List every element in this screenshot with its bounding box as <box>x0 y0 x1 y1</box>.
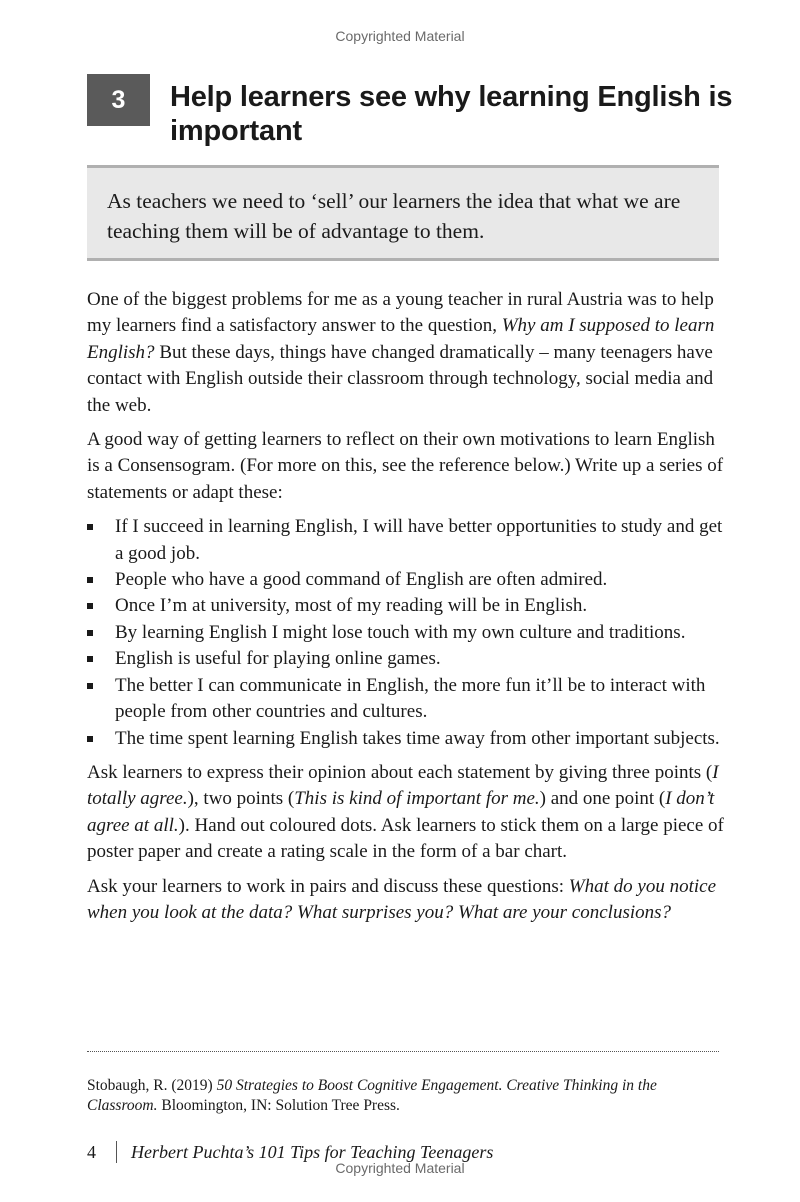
statement-text: If I succeed in learning English, I will have better opportunities to study and get a good job. <box>115 516 723 564</box>
list-item <box>87 567 727 593</box>
reference-citation <box>87 1076 719 1116</box>
bullet-icon <box>87 524 93 530</box>
paragraph-discussion <box>87 874 727 927</box>
paragraph-intro <box>87 287 727 419</box>
text-span: Stobaugh, R. (2019) <box>87 1077 217 1094</box>
bullet-icon <box>87 577 93 583</box>
statement-text: The better I can communicate in English, the more fun it’ll be to interact with people from other countries and cultures. <box>115 674 706 723</box>
statement-text: The time spent learning English takes time away from other important subjects. <box>115 727 720 749</box>
list-item <box>87 646 727 672</box>
body-text <box>87 287 727 934</box>
dotted-divider <box>87 1051 719 1052</box>
list-item <box>87 514 727 567</box>
question-italic: Why am I supposed to learn English? <box>87 315 715 363</box>
discussion-questions-italic: What do you notice when you look at the data? What surprises you? What are your conclusions? <box>87 875 717 923</box>
text-span: Ask learners to express their opinion about each statement by giving three points ( <box>87 761 713 783</box>
statement-text: People who have a good command of English are often admired. <box>115 569 608 591</box>
book-title: Herbert Puchta’s 101 Tips for Teaching Teenagers <box>131 1141 494 1162</box>
bullet-icon <box>87 736 93 742</box>
bullet-icon <box>87 603 93 609</box>
statement-list <box>87 514 727 752</box>
statement-text: Once I’m at university, most of my reading will be in English. <box>115 595 588 617</box>
watermark-bottom: Copyrighted Material <box>335 1160 465 1176</box>
text-span: One of the biggest problems for me as a young teacher in rural Austria was to help my learners find a satisfactory answer to the question, <box>87 289 714 337</box>
text-span: But these days, things have changed dramatically – many teenagers have contact with English outside their classroom through technology, social media and the web. <box>87 341 714 416</box>
paragraph-rating <box>87 760 727 866</box>
list-item <box>87 620 727 646</box>
text-span: Ask your learners to work in pairs and discuss these questions: <box>87 875 569 897</box>
page-number: 4 <box>87 1141 96 1162</box>
text-span: ). Hand out coloured dots. Ask learners to stick them on a large piece of poster paper and create a rating scale in the form of a bar chart. <box>87 814 724 863</box>
list-item <box>87 726 727 752</box>
rating-one-italic: I don’t agree at all. <box>87 788 715 836</box>
text-span: ) and one point ( <box>539 788 666 810</box>
rating-two-italic: This is kind of important for me. <box>294 788 540 810</box>
bullet-icon <box>87 656 93 662</box>
tip-title: Help learners see why learning English is important <box>170 81 733 147</box>
list-item <box>87 673 727 726</box>
statement-text: By learning English I might lose touch with my own culture and traditions. <box>115 621 686 643</box>
bullet-icon <box>87 630 93 636</box>
paragraph-consensogram: A good way of getting learners to reflect on their own motivations to learn English is a Consensogram. (For more on this, see the reference below.) Write up a series of statements or adapt these: <box>87 429 724 503</box>
reference-title-italic: 50 Strategies to Boost Cognitive Engagement. Creative Thinking in the Classroom. <box>87 1077 657 1114</box>
callout-box <box>87 165 719 261</box>
bullet-icon <box>87 683 93 689</box>
rating-three-italic: I totally agree. <box>87 761 719 810</box>
callout-text: As teachers we need to ‘sell’ our learners the idea that what we are teaching them will be of advantage to them. <box>107 189 681 243</box>
statement-text: English is useful for playing online games. <box>115 648 441 670</box>
list-item <box>87 593 727 619</box>
tip-number-badge: 3 <box>87 74 150 126</box>
watermark-top: Copyrighted Material <box>335 28 465 44</box>
text-span: Bloomington, IN: Solution Tree Press. <box>157 1097 400 1114</box>
text-span: ), two points ( <box>187 788 295 810</box>
